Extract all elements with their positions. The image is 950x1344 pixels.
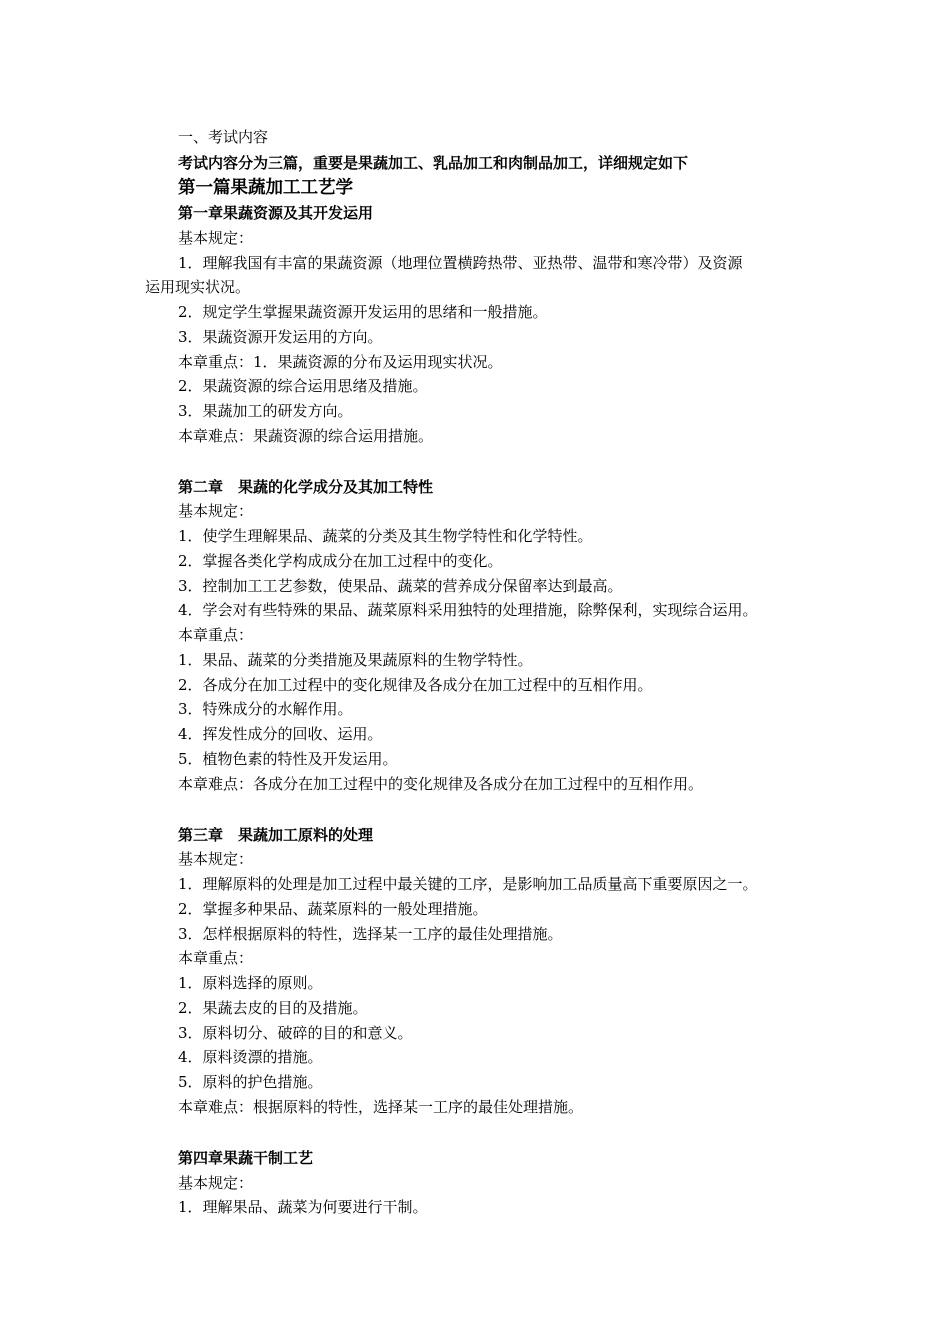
chapter-2-requirement-4: 4．学会对有些特殊的果品、蔬菜原料采用独特的处理措施，除弊保利，实现综合运用。 <box>178 601 758 619</box>
chapter-1-requirements-label: 基本规定： <box>178 229 254 247</box>
chapter-1-requirement-3: 3．果蔬资源开发运用的方向。 <box>178 328 383 346</box>
chapter-3-requirement-1: 1．理解原料的处理是加工过程中最关键的工序，是影响加工品质量高下重要原因之一。 <box>178 875 758 893</box>
chapter-2-key-point-4: 4．挥发性成分的回收、运用。 <box>178 725 383 743</box>
chapter-3-requirements-label: 基本规定： <box>178 850 254 868</box>
chapter-1-requirement-1: 1．理解我国有丰富的果蔬资源（地理位置横跨热带、亚热带、温带和寒冷带）及资源 <box>178 254 743 272</box>
chapter-2-requirement-3: 3．控制加工工艺参数，使果品、蔬菜的营养成分保留率达到最高。 <box>178 577 623 595</box>
chapter-2-key-point-1: 1．果品、蔬菜的分类措施及果蔬原料的生物学特性。 <box>178 651 533 669</box>
chapter-3-key-point-4: 4．原料烫漂的措施。 <box>178 1048 323 1066</box>
chapter-4-requirements-label: 基本规定： <box>178 1174 254 1192</box>
chapter-2-key-point-5: 5．植物色素的特性及开发运用。 <box>178 750 398 768</box>
chapter-3-title: 第三章 果蔬加工原料的处理 <box>178 826 374 844</box>
chapter-1-key-point-1: 本章重点：1．果蔬资源的分布及运用现实状况。 <box>178 353 503 371</box>
chapter-1-key-point-2: 2．果蔬资源的综合运用思绪及措施。 <box>178 377 428 395</box>
chapter-4-requirement-1: 1．理解果品、蔬菜为何要进行干制。 <box>178 1198 428 1216</box>
chapter-2-key-point-3: 3．特殊成分的水解作用。 <box>178 700 353 718</box>
part-1-title: 第一篇果蔬加工工艺学 <box>178 178 353 198</box>
chapter-2-difficulty: 本章难点：各成分在加工过程中的变化规律及各成分在加工过程中的互相作用。 <box>178 775 704 793</box>
exam-content-heading: 一、考试内容 <box>178 128 269 146</box>
chapter-1-difficulty: 本章难点：果蔬资源的综合运用措施。 <box>178 427 434 445</box>
chapter-3-key-point-2: 2．果蔬去皮的目的及措施。 <box>178 999 368 1017</box>
chapter-1-title: 第一章果蔬资源及其开发运用 <box>178 204 374 222</box>
chapter-4-title: 第四章果蔬干制工艺 <box>178 1149 314 1167</box>
chapter-2-requirement-1: 1．使学生理解果品、蔬菜的分类及其生物学特性和化学特性。 <box>178 527 593 545</box>
chapter-3-key-point-3: 3．原料切分、破碎的目的和意义。 <box>178 1024 413 1042</box>
chapter-2-key-points-label: 本章重点： <box>178 626 254 644</box>
chapter-2-key-point-2: 2．各成分在加工过程中的变化规律及各成分在加工过程中的互相作用。 <box>178 676 653 694</box>
chapter-3-key-point-5: 5．原料的护色措施。 <box>178 1073 323 1091</box>
chapter-2-title: 第二章 果蔬的化学成分及其加工特性 <box>178 478 434 496</box>
exam-content-summary: 考试内容分为三篇，重要是果蔬加工、乳品加工和肉制品加工，详细规定如下 <box>178 154 689 172</box>
chapter-3-requirement-3: 3．怎样根据原料的特性，选择某一工序的最佳处理措施。 <box>178 925 563 943</box>
chapter-1-requirement-1-continued: 运用现实状况。 <box>145 278 251 296</box>
chapter-3-key-points-label: 本章重点： <box>178 949 254 967</box>
chapter-2-requirements-label: 基本规定： <box>178 502 254 520</box>
chapter-1-key-point-3: 3．果蔬加工的研发方向。 <box>178 402 353 420</box>
chapter-1-requirement-2: 2．规定学生掌握果蔬资源开发运用的思绪和一般措施。 <box>178 303 548 321</box>
chapter-3-requirement-2: 2．掌握多种果品、蔬菜原料的一般处理措施。 <box>178 900 488 918</box>
chapter-3-key-point-1: 1．原料选择的原则。 <box>178 974 323 992</box>
chapter-2-requirement-2: 2．掌握各类化学构成成分在加工过程中的变化。 <box>178 552 503 570</box>
chapter-3-difficulty: 本章难点：根据原料的特性，选择某一工序的最佳处理措施。 <box>178 1098 584 1116</box>
